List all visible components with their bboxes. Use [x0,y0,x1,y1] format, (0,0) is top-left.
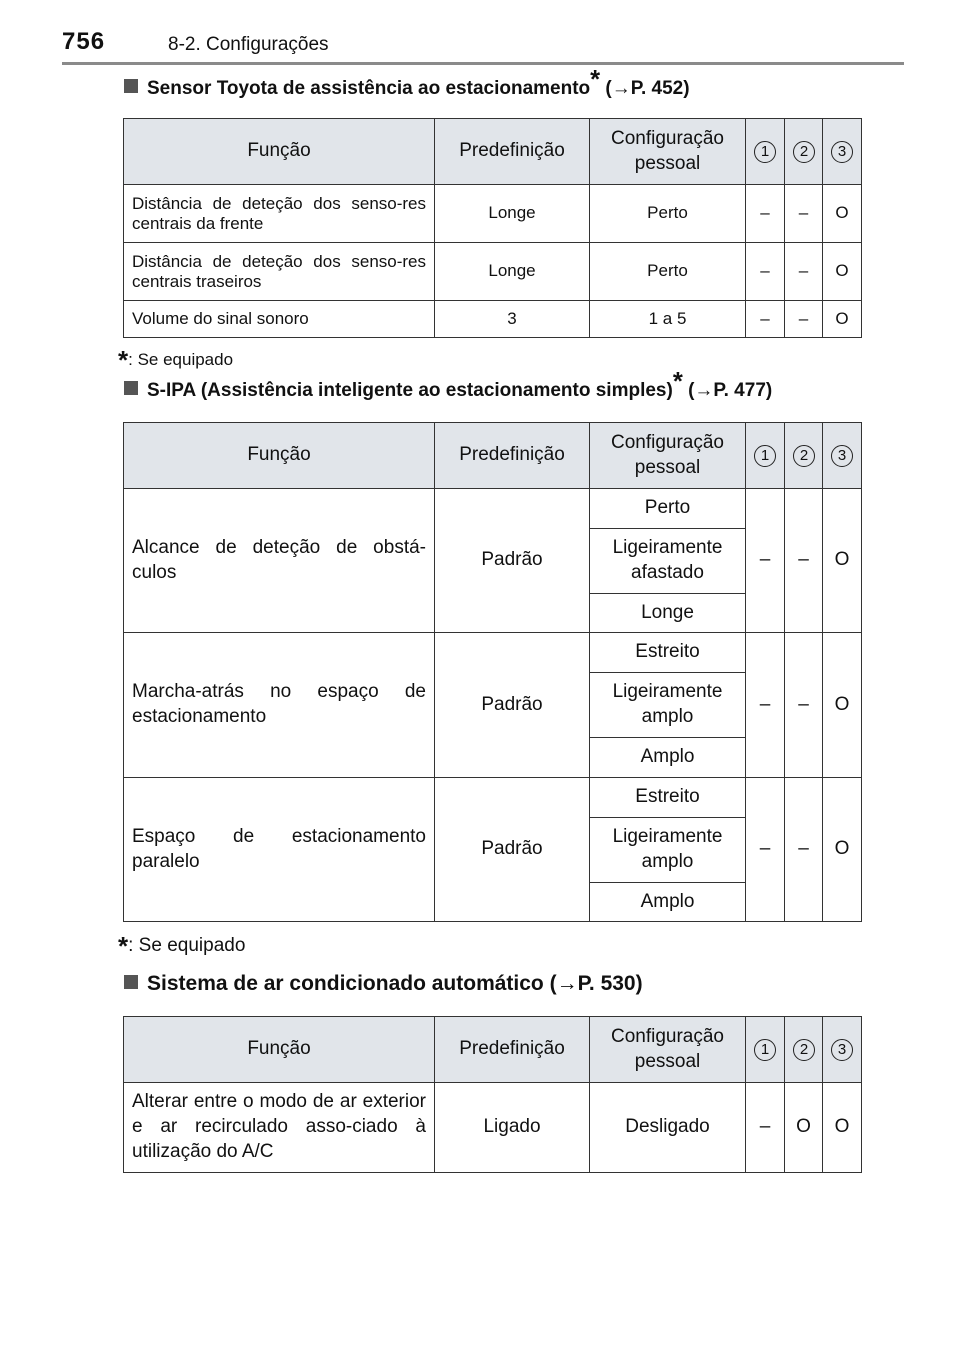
heading-text: Sistema de ar condicionado automático [147,972,544,995]
cell-function: Distância de deteção dos senso-res centrais da frente [124,185,435,243]
footnote [118,345,234,375]
cell-default: Longe [435,243,590,301]
heading-text: Sensor Toyota de assistência ao estacionamento [147,78,591,99]
col-header-3 [823,119,862,185]
cell-default: 3 [435,301,590,338]
square-bullet-icon [124,975,138,989]
cell-custom-option: Estreito [590,633,746,673]
asterisk-mark: * [118,931,129,961]
cell-mode-2: O [785,1083,823,1173]
table-header-row [124,119,862,185]
circled-number-2: 2 [793,1039,815,1061]
col-header-custom: Configuração pessoal [590,1017,746,1083]
cell-mode-1: – [746,1083,785,1173]
cell-custom-option: Longe [590,594,746,633]
section-title: 8-2. Configurações [168,34,329,55]
cell-mode-1: – [746,489,785,633]
circled-number-1: 1 [754,1039,776,1061]
col-header-2 [785,423,823,489]
cell-function: Alterar entre o modo de ar exterior e ar recirculado asso-ciado à utilização do A/C [124,1083,435,1173]
cell-mode-3: O [823,243,862,301]
asterisk-mark: * [118,345,129,375]
circled-number-2: 2 [793,141,815,163]
asterisk-mark: * [672,368,683,396]
cell-mode-3: O [823,778,862,922]
circled-number-3: 3 [831,141,853,163]
cell-mode-2: – [785,489,823,633]
table-row [124,185,862,243]
cell-mode-2: – [785,243,823,301]
col-header-function: Função [124,423,435,489]
cell-function: Volume do sinal sonoro [124,301,435,338]
heading-text: S-IPA (Assistência inteligente ao estacionamento simples) [147,380,673,401]
table-row [124,778,862,818]
footnote [118,931,246,961]
table-header-row [124,1017,862,1083]
cell-mode-2: – [785,185,823,243]
cell-custom-option: Ligeiramente afastado [590,529,746,594]
cell-custom-option: Ligeiramente amplo [590,818,746,883]
cell-mode-2: – [785,633,823,778]
col-header-2 [785,119,823,185]
cell-mode-1: – [746,301,785,338]
cell-mode-3: O [823,185,862,243]
cell-mode-1: – [746,778,785,922]
cell-function: Espaço de estacionamento paralelo [124,778,435,922]
cell-function: Alcance de deteção de obstá-culos [124,489,435,633]
cell-custom-option: Estreito [590,778,746,818]
cell-custom-option: Perto [590,489,746,529]
col-header-1 [746,119,785,185]
page-reference: (→P. 452) [605,78,690,99]
col-header-function: Função [124,119,435,185]
page-header [62,24,904,64]
cell-custom-option: Amplo [590,738,746,778]
table-row [124,1083,862,1173]
table-row [124,301,862,338]
cell-default: Padrão [435,633,590,778]
cell-custom-option: Ligeiramente amplo [590,673,746,738]
cell-mode-3: O [823,1083,862,1173]
col-header-default: Predefinição [435,423,590,489]
asterisk-mark: * [590,66,601,94]
cell-custom: Perto [590,243,746,301]
square-bullet-icon [124,381,138,395]
circled-number-2: 2 [793,445,815,467]
footnote-text: : Se equipado [128,935,246,956]
col-header-2 [785,1017,823,1083]
section-heading-s-ipa [124,368,773,402]
circled-number-1: 1 [754,141,776,163]
header-rule [62,62,904,65]
col-header-function: Função [124,1017,435,1083]
cell-mode-3: O [823,301,862,338]
circled-number-3: 3 [831,1039,853,1061]
page-reference: (→P. 477) [688,380,773,401]
settings-table-parking-sensor [123,118,862,338]
cell-mode-1: – [746,633,785,778]
col-header-1 [746,1017,785,1083]
cell-custom-option: Amplo [590,883,746,922]
cell-function: Distância de deteção dos senso-res centrais traseiros [124,243,435,301]
col-header-3 [823,1017,862,1083]
section-heading-parking-sensor [124,66,690,100]
cell-mode-2: – [785,778,823,922]
col-header-custom: Configuração pessoal [590,423,746,489]
table-header-row [124,423,862,489]
cell-default: Padrão [435,489,590,633]
cell-mode-1: – [746,243,785,301]
page-reference: (→P. 530) [549,972,643,995]
cell-mode-3: O [823,489,862,633]
cell-function: Marcha-atrás no espaço de estacionamento [124,633,435,778]
cell-custom: Desligado [590,1083,746,1173]
cell-default: Longe [435,185,590,243]
circled-number-3: 3 [831,445,853,467]
cell-mode-1: – [746,185,785,243]
cell-default: Ligado [435,1083,590,1173]
cell-custom: Perto [590,185,746,243]
cell-default: Padrão [435,778,590,922]
cell-mode-2: – [785,301,823,338]
col-header-1 [746,423,785,489]
col-header-3 [823,423,862,489]
col-header-default: Predefinição [435,119,590,185]
page-number: 756 [62,28,106,55]
footnote-text: : Se equipado [128,350,234,369]
settings-table-s-ipa [123,422,862,922]
settings-table-air-conditioning [123,1016,862,1173]
table-row [124,243,862,301]
cell-mode-3: O [823,633,862,778]
table-row [124,633,862,673]
col-header-default: Predefinição [435,1017,590,1083]
table-row [124,489,862,529]
section-heading-air-conditioning [124,972,643,996]
cell-custom: 1 a 5 [590,301,746,338]
col-header-custom: Configuração pessoal [590,119,746,185]
circled-number-1: 1 [754,445,776,467]
square-bullet-icon [124,79,138,93]
